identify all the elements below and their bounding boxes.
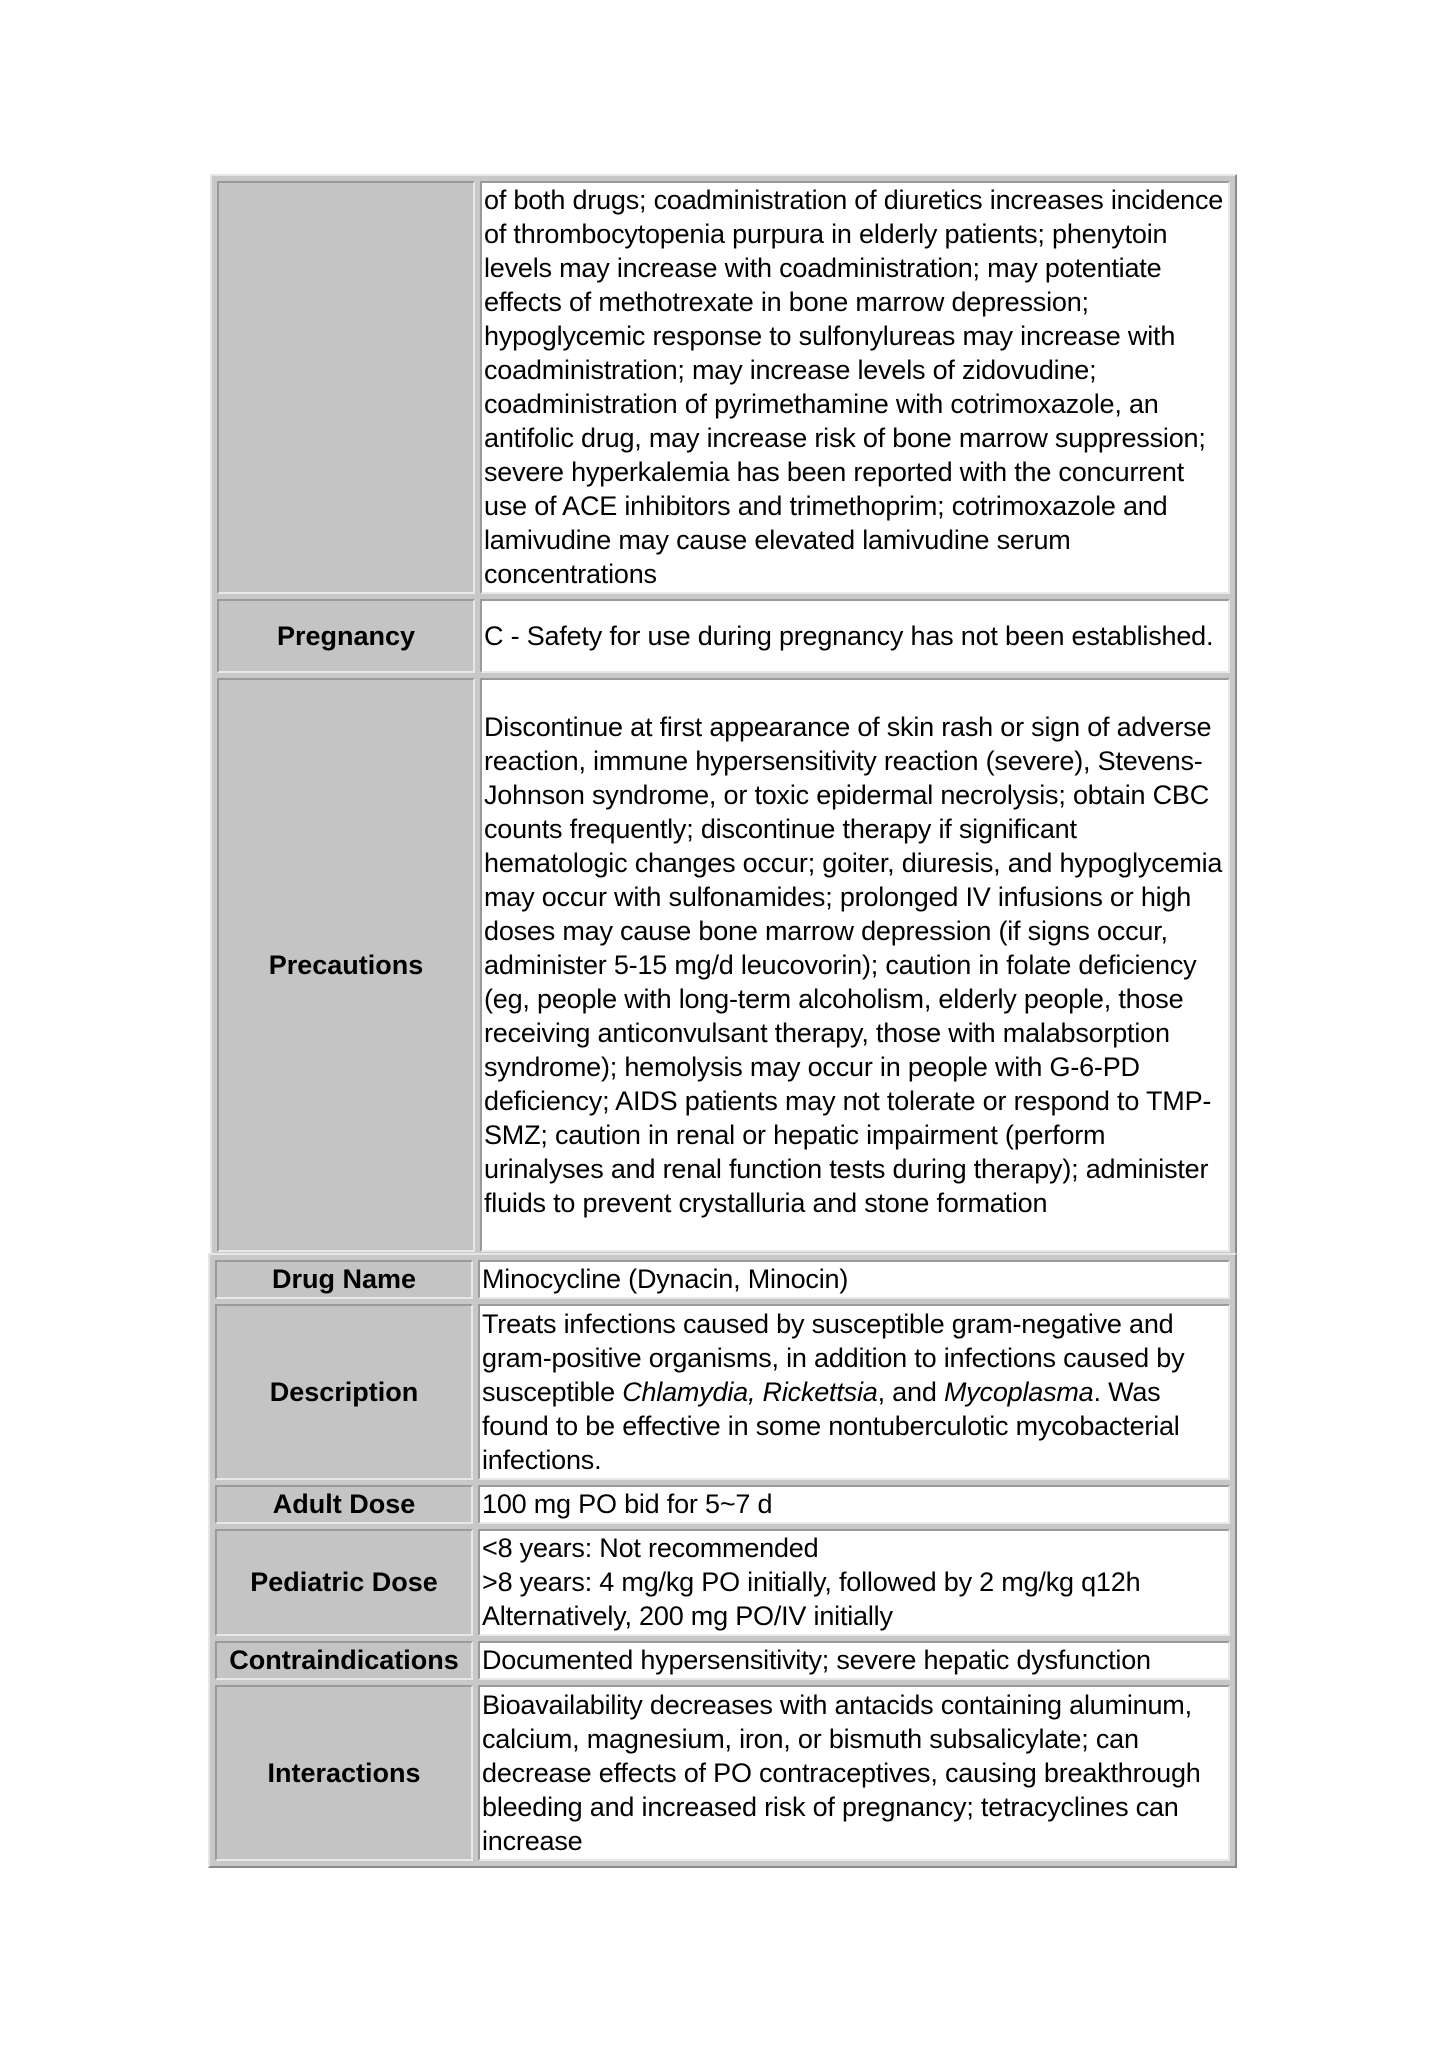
pregnancy-value: C - Safety for use during pregnancy has not been established. (480, 599, 1230, 673)
interactions-continued-value: of both drugs; coadministration of diuretics increases incidence of thrombocytopenia purpura in elderly patients; phenytoin levels may increase with coadministration; may potentiate effects of methotrexate in bone marrow depression; hypoglycemic response to sulfonylureas may increase with coadministration; may increase levels of zidovudine; coadministration of pyrimethamine with cotrimoxazole, an antifolic drug, may increase risk of bone marrow suppression; severe hyperkalemia has been reported with the concurrent use of ACE inhibitors and trimethoprim; cotrimoxazole and lamivudine may cause elevated lamivudine serum concentrations (480, 181, 1230, 594)
pediatric-dose-label: Pediatric Dose (215, 1529, 473, 1636)
description-value (478, 1304, 1230, 1480)
drug-info-table-continued (210, 174, 1237, 1259)
interactions-value: Bioavailability decreases with antacids containing aluminum, calcium, magnesium, iron, or bismuth subsalicylate; can decrease effects of PO contraceptives, causing breakthrough bleeding and increased risk of pregnancy; tetracyclines can increase (478, 1685, 1230, 1861)
precautions-value: Discontinue at first appearance of skin rash or sign of adverse reaction, immune hypersensitivity reaction (severe), Stevens-Johnson syndrome, or toxic epidermal necrolysis; obtain CBC counts frequently; discontinue therapy if significant hematologic changes occur; goiter, diuresis, and hypoglycemia may occur with sulfonamides; prolonged IV infusions or high doses may cause bone marrow depression (if signs occur, administer 5-15 mg/d leucovorin); caution in folate deficiency (eg, people with long-term alcoholism, elderly people, those receiving anticonvulsant therapy, those with malabsorption syndrome); hemolysis may occur in people with G-6-PD deficiency; AIDS patients may not tolerate or respond to TMP-SMZ; caution in renal or hepatic impairment (perform urinalyses and renal function tests during therapy); administer fluids to prevent crystalluria and stone formation (480, 678, 1230, 1252)
table-row-contraindications (215, 1641, 1230, 1680)
adult-dose-value: 100 mg PO bid for 5~7 d (478, 1485, 1230, 1524)
drug-name-label: Drug Name (215, 1260, 473, 1299)
description-text-2: , and (877, 1376, 944, 1407)
pediatric-dose-line-2: >8 years: 4 mg/kg PO initially, followed by 2 mg/kg q12h (482, 1567, 1141, 1597)
table-row-pregnancy (217, 599, 1230, 673)
precautions-label: Precautions (217, 678, 475, 1252)
table-row-interactions (215, 1685, 1230, 1861)
description-text-1: Treats infections caused by susceptible gram-negative and gram-positive organisms, in addition to infections caused by susceptible (482, 1308, 1185, 1407)
table-row-description (215, 1304, 1230, 1480)
interactions-label: Interactions (215, 1685, 473, 1861)
table-row-precautions (217, 678, 1230, 1252)
contraindications-value: Documented hypersensitivity; severe hepatic dysfunction (478, 1641, 1230, 1680)
table-row-drug-name (215, 1260, 1230, 1299)
pediatric-dose-value (478, 1529, 1230, 1636)
row-label-empty (217, 181, 475, 594)
description-text-3: . Was found to be effective in some nontuberculotic mycobacterial infections. (482, 1376, 1180, 1475)
description-italic-mycoplasma: Mycoplasma (943, 1376, 1094, 1407)
description-label: Description (215, 1304, 473, 1480)
contraindications-label: Contraindications (215, 1641, 473, 1680)
table-row-interactions-continued (217, 181, 1230, 594)
adult-dose-label: Adult Dose (215, 1485, 473, 1524)
pregnancy-label: Pregnancy (217, 599, 475, 673)
drug-name-value: Minocycline (Dynacin, Minocin) (478, 1260, 1230, 1299)
table-row-adult-dose (215, 1485, 1230, 1524)
table-row-pediatric-dose (215, 1529, 1230, 1636)
pediatric-dose-line-3: Alternatively, 200 mg PO/IV initially (482, 1601, 893, 1631)
drug-info-table-minocycline (208, 1253, 1237, 1868)
description-italic-organisms: Chlamydia, Rickettsia (622, 1376, 878, 1407)
pediatric-dose-line-1: <8 years: Not recommended (482, 1533, 819, 1563)
